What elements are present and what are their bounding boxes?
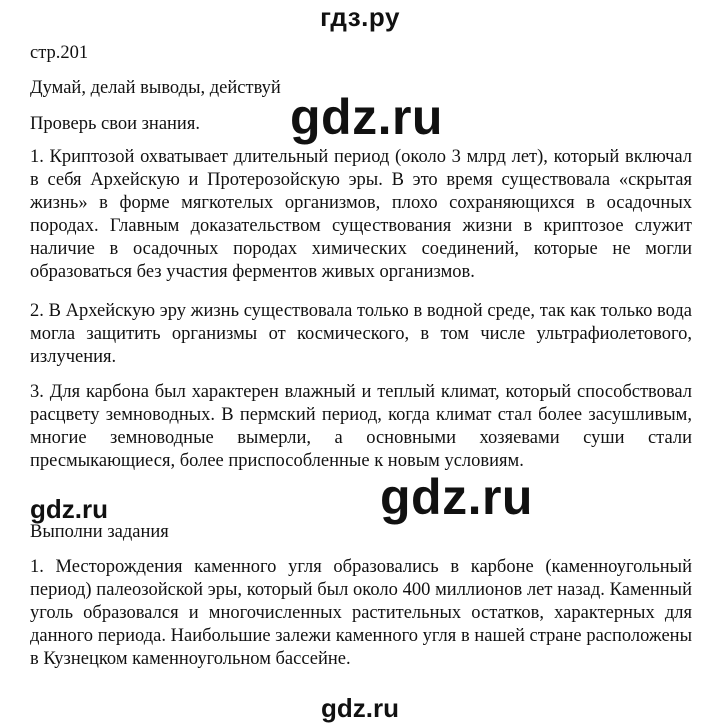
subsection-tasks: Выполни задания bbox=[30, 522, 169, 542]
watermark-middle: gdz.ru bbox=[290, 89, 443, 145]
answer-check-1 bbox=[30, 146, 692, 284]
answer-check-3 bbox=[30, 381, 692, 473]
answer-text: 1. Месторождения каменного угля образовались в карбоне (каменноугольный период) палеозойской эры, который был около 400 миллионов лет назад. Каменный уголь образовался и многочисленных растительных остатков, характерных для данного периода. Наибольшие залежи каменного угля в нашей стране расположены в Кузнецком каменноугольном бассейне. bbox=[30, 557, 692, 669]
answer-check-2 bbox=[30, 300, 692, 369]
answer-task-1 bbox=[30, 556, 692, 671]
watermark-right: gdz.ru bbox=[380, 469, 533, 525]
answer-text: 2. В Архейскую эру жизнь существовала только в водной среде, так как только вода могла защитить организмы от космического, в том числе ультрафиолетового, излучения. bbox=[30, 301, 692, 367]
watermark-top: гдз.ру bbox=[320, 2, 400, 32]
watermark-left: gdz.ru bbox=[30, 494, 108, 524]
section-heading: Думай, делай выводы, действуй bbox=[30, 78, 281, 98]
subsection-check-knowledge: Проверь свои знания. bbox=[30, 114, 200, 134]
answer-text: 1. Криптозой охватывает длительный период (около 3 млрд лет), который включал в себя Архейскую и Протерозойскую эры. В это время существовала «скрытая жизнь» в форме мягкотелых организмов, плохо сохраняющихся в осадочных породах. Главным доказательством существования жизни в криптозое служит наличие в осадочных породах химических соединений, которые не могли образоваться без участия ферментов живых организмов. bbox=[30, 147, 692, 282]
watermark-bottom: gdz.ru bbox=[321, 693, 399, 723]
page-reference: стр.201 bbox=[30, 43, 89, 63]
answer-text: 3. Для карбона был характерен влажный и теплый климат, который способствовал расцвету земноводных. В пермский период, когда климат стал более засушливым, многие земноводные вымерли, а основными хозяевами суши стали пресмыкающиеся, более приспособленные к новым условиям. bbox=[30, 382, 692, 471]
